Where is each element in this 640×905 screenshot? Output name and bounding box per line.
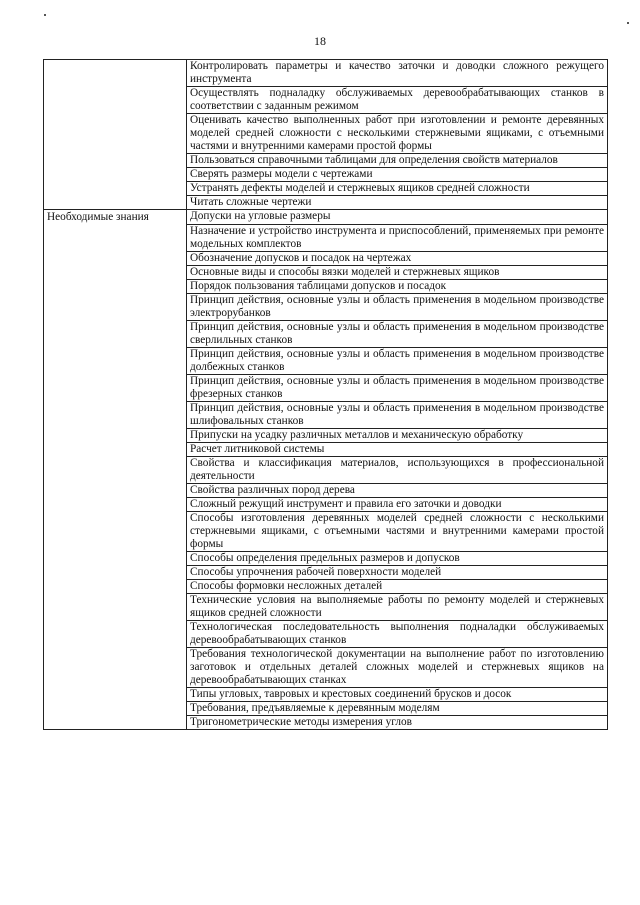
requirement-cell: Способы определения предельных размеров и допусков — [187, 551, 608, 565]
row-label-cell — [44, 620, 187, 647]
row-label-cell — [44, 251, 187, 265]
requirement-cell: Способы изготовления деревянных моделей средней сложности с несколькими стержневыми ящиками, с отъемными частями и внутренними камерами простой формы — [187, 511, 608, 551]
table-row — [44, 497, 608, 511]
scan-speck — [44, 14, 46, 16]
table-row — [44, 593, 608, 620]
requirement-cell: Требования, предъявляемые к деревянным моделям — [187, 701, 608, 715]
section-label: Необходимые знания — [47, 211, 149, 223]
table-row — [44, 715, 608, 729]
row-label-cell — [44, 497, 187, 511]
row-label-cell — [44, 210, 187, 225]
requirement-cell: Пользоваться справочными таблицами для определения свойств материалов — [187, 154, 608, 168]
row-label-cell — [44, 182, 187, 196]
row-label-cell — [44, 87, 187, 114]
requirement-cell: Способы формовки несложных деталей — [187, 579, 608, 593]
row-label-cell — [44, 114, 187, 154]
row-label-cell — [44, 154, 187, 168]
table-row — [44, 647, 608, 687]
table-row — [44, 114, 608, 154]
row-label-cell — [44, 647, 187, 687]
row-label-cell — [44, 279, 187, 293]
table-row — [44, 565, 608, 579]
row-label-cell — [44, 715, 187, 729]
requirement-cell: Обозначение допусков и посадок на чертежах — [187, 251, 608, 265]
row-label-cell — [44, 293, 187, 320]
table-row — [44, 428, 608, 442]
table-row — [44, 182, 608, 196]
row-label-cell — [44, 593, 187, 620]
row-label-cell — [44, 483, 187, 497]
row-label-cell — [44, 224, 187, 251]
table-row — [44, 60, 608, 87]
competency-table — [43, 59, 608, 730]
table-row — [44, 251, 608, 265]
row-label-cell — [44, 428, 187, 442]
table-row — [44, 620, 608, 647]
table-row — [44, 347, 608, 374]
row-label-cell — [44, 347, 187, 374]
requirement-cell: Типы угловых, тавровых и крестовых соединений брусков и досок — [187, 687, 608, 701]
requirement-cell: Читать сложные чертежи — [187, 196, 608, 210]
table-row — [44, 224, 608, 251]
requirement-cell: Назначение и устройство инструмента и приспособлений, применяемых при ремонте модельных комплектов — [187, 224, 608, 251]
table-row — [44, 579, 608, 593]
row-label-cell — [44, 687, 187, 701]
row-label-cell — [44, 701, 187, 715]
requirement-cell: Основные виды и способы вязки моделей и стержневых ящиков — [187, 265, 608, 279]
requirement-cell: Требования технологической документации на выполнение работ по изготовлению заготовок и отдельных деталей сложных моделей и стержневых ящиков на деревообрабатывающих станках — [187, 647, 608, 687]
table-row — [44, 154, 608, 168]
table-row — [44, 87, 608, 114]
requirement-cell: Устранять дефекты моделей и стержневых ящиков средней сложности — [187, 182, 608, 196]
requirement-cell: Допуски на угловые размеры — [187, 210, 608, 225]
requirement-cell: Технические условия на выполняемые работы по ремонту моделей и стержневых ящиков средней сложности — [187, 593, 608, 620]
table-row — [44, 687, 608, 701]
requirement-cell: Осуществлять подналадку обслуживаемых деревообрабатывающих станков в соответствии с заданным режимом — [187, 87, 608, 114]
requirement-cell: Контролировать параметры и качество заточки и доводки сложного режущего инструмента — [187, 60, 608, 87]
requirement-cell: Расчет литниковой системы — [187, 442, 608, 456]
row-label-cell — [44, 565, 187, 579]
table-row — [44, 456, 608, 483]
requirement-cell: Технологическая последовательность выполнения подналадки обслуживаемых деревообрабатывающих станков — [187, 620, 608, 647]
table-row — [44, 442, 608, 456]
table-row — [44, 483, 608, 497]
requirement-cell: Способы упрочнения рабочей поверхности моделей — [187, 565, 608, 579]
table-row — [44, 210, 608, 225]
table-row — [44, 293, 608, 320]
requirement-cell: Принцип действия, основные узлы и область применения в модельном производстве электрорубанков — [187, 293, 608, 320]
page-number: 18 — [314, 34, 326, 48]
requirement-cell: Принцип действия, основные узлы и область применения в модельном производстве сверлильных станков — [187, 320, 608, 347]
row-label-cell — [44, 579, 187, 593]
row-label-cell — [44, 551, 187, 565]
requirement-cell: Сложный режущий инструмент и правила его заточки и доводки — [187, 497, 608, 511]
row-label-cell — [44, 442, 187, 456]
table-row — [44, 551, 608, 565]
table-row — [44, 401, 608, 428]
requirement-cell: Порядок пользования таблицами допусков и посадок — [187, 279, 608, 293]
table-row — [44, 196, 608, 210]
scan-speck — [627, 22, 629, 24]
requirement-cell: Принцип действия, основные узлы и область применения в модельном производстве долбежных станков — [187, 347, 608, 374]
requirement-cell: Сверять размеры модели с чертежами — [187, 168, 608, 182]
table-row — [44, 279, 608, 293]
row-label-cell — [44, 196, 187, 210]
row-label-cell — [44, 401, 187, 428]
row-label-cell — [44, 511, 187, 551]
row-label-cell — [44, 374, 187, 401]
table-row — [44, 701, 608, 715]
requirement-cell: Принцип действия, основные узлы и область применения в модельном производстве шлифовальных станков — [187, 401, 608, 428]
row-label-cell — [44, 265, 187, 279]
requirement-cell: Оценивать качество выполненных работ при изготовлении и ремонте деревянных моделей средней сложности с несколькими стержневыми ящиками, с отъемными частями и внутренними камерами простой формы — [187, 114, 608, 154]
table-row — [44, 511, 608, 551]
requirement-cell: Свойства и классификация материалов, использующихся в профессиональной деятельности — [187, 456, 608, 483]
row-label-cell — [44, 320, 187, 347]
row-label-cell — [44, 168, 187, 182]
requirement-cell: Тригонометрические методы измерения углов — [187, 715, 608, 729]
table-row — [44, 320, 608, 347]
table-row — [44, 265, 608, 279]
table-row — [44, 374, 608, 401]
row-label-cell — [44, 456, 187, 483]
row-label-cell — [44, 60, 187, 87]
table-row — [44, 168, 608, 182]
requirement-cell: Свойства различных пород дерева — [187, 483, 608, 497]
requirement-cell: Припуски на усадку различных металлов и механическую обработку — [187, 428, 608, 442]
requirement-cell: Принцип действия, основные узлы и область применения в модельном производстве фрезерных станков — [187, 374, 608, 401]
